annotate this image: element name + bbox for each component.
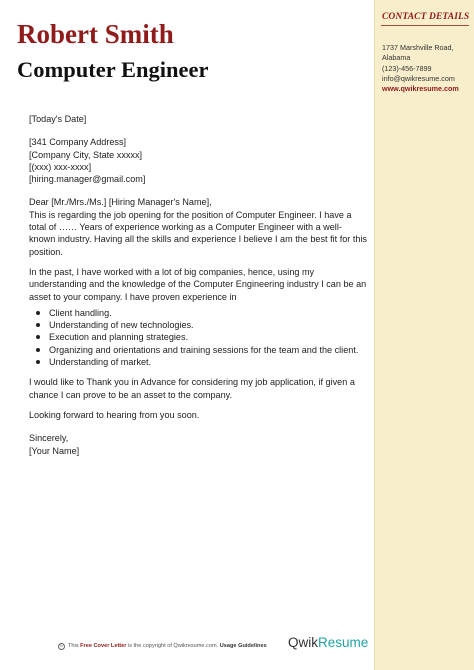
list-item: Execution and planning strategies. (49, 331, 367, 343)
job-title: Computer Engineer (17, 57, 209, 82)
paragraph-experience: In the past, I have worked with a lot of big companies, hence, using my understanding and the knowledge of the Computer Engineering industry I can be an asset to your company. I have proven experience in (29, 266, 367, 302)
address-line: [341 Company Address] (29, 137, 127, 148)
footer-middle: is the copyright of Qwikresume.com. (128, 643, 219, 649)
logo-part-resume: Resume (318, 635, 369, 650)
list-item: Understanding of new technologies. (49, 319, 367, 331)
address-line: [Company City, State xxxxx] (29, 149, 143, 160)
footer-prefix: This (68, 643, 79, 649)
letter-date: [Today's Date] (29, 114, 87, 124)
signature: [Your Name] (29, 445, 80, 456)
list-item: Organizing and orientations and training sessions for the team and the client. (49, 344, 367, 356)
contact-divider (381, 25, 469, 26)
copyright-icon: © (59, 643, 64, 649)
address-line: [(xxx) xxx-xxxx] (29, 161, 92, 172)
contact-state: Alabama (382, 53, 411, 63)
usage-guidelines-link[interactable]: Usage Guidelines (219, 643, 267, 649)
salutation: Dear [Mr./Mrs./Ms.] [Hiring Manager's Name], (29, 197, 212, 208)
closing: Sincerely, (29, 433, 69, 444)
contact-website[interactable]: www.qwikresume.com (382, 84, 459, 94)
logo-part-qwik: Qwik (288, 635, 318, 650)
contact-address-line: 1737 Marshville Road, (382, 43, 454, 52)
paragraph-thanks: I would like to Thank you in Advance for considering my job application, if given a chance I can prove to be an asset to the company. (29, 377, 355, 400)
letter-body (29, 113, 367, 457)
qwikresume-logo[interactable] (288, 635, 368, 650)
list-item: Client handling. (49, 307, 367, 319)
list-item: Understanding of market. (49, 356, 367, 368)
contact-info (382, 43, 472, 94)
skills-list (29, 307, 367, 368)
contact-email[interactable]: info@qwikresume.com (382, 73, 455, 83)
contact-details-title: CONTACT DETAILS (382, 12, 470, 22)
recipient-address (29, 136, 367, 185)
applicant-name: Robert Smith (17, 19, 174, 49)
free-cover-letter-link[interactable]: Free Cover Letter (80, 643, 127, 649)
contact-phone: (123)-456-7899 (382, 63, 432, 73)
paragraph-intro: This is regarding the job opening for the position of Computer Engineer. I have a total of …… Years of experience working as a Computer Engineer with a well-known industry. Having all the skills and experience I believe I am the best fit for this position. (29, 209, 367, 257)
address-line: [hiring.manager@gmail.com] (29, 174, 146, 185)
contact-sidebar (374, 0, 474, 670)
paragraph-closing-line: Looking forward to hearing from you soon. (29, 409, 200, 420)
footer-text (68, 643, 267, 650)
